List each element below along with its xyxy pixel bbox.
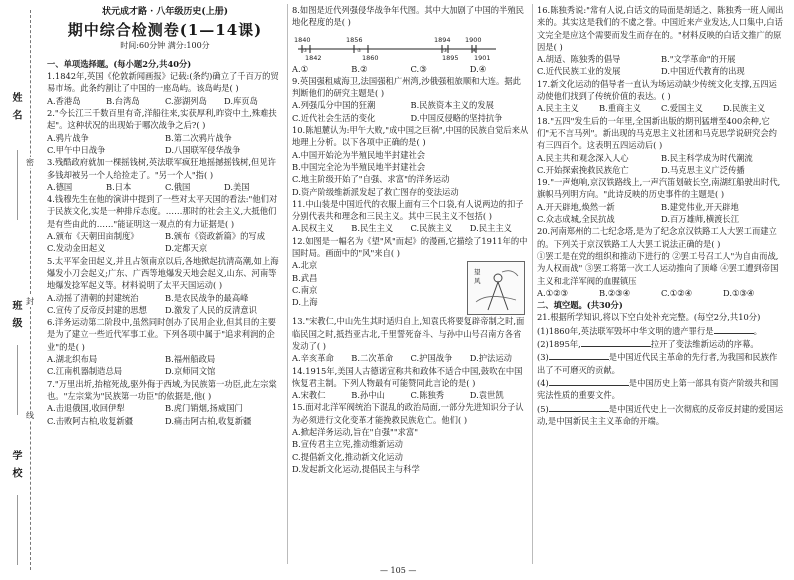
q8-option-a[interactable]: A.① <box>292 63 309 74</box>
question-4 <box>47 193 283 254</box>
q21-item-4-end: 是中国历史上第一部具有资产阶级共和国宪法性质的重要文件。 <box>537 377 779 401</box>
cartoon-figure-icon <box>468 262 524 314</box>
q20-option-b[interactable]: B.②③④ <box>599 287 631 298</box>
q1-stem: 1.1842年,英国《伦敦新闻画报》记载:(条约)确立了千百万的贸易市场。此条约割让了中国的一座岛屿。该岛屿是( ) <box>47 71 279 94</box>
cartoon-char-2: 风 <box>474 277 481 286</box>
q10-stem: 10.陈旭麓认为:甲午大败,"成中国之巨祸",中国的民族自觉后来从地理上分析。以下各项中正确的是( ) <box>292 125 529 148</box>
class-label: 班 级 <box>10 300 21 330</box>
q13-option-c[interactable]: C.护国战争 <box>410 353 453 364</box>
q10-option-d[interactable]: D.资产阶级维新派发起了救亡图存的变法运动 <box>292 186 459 197</box>
q5-option-c[interactable]: C.宣传了反帝反封建的思想 <box>47 304 147 315</box>
school-label: 学 校 <box>10 450 21 480</box>
q19-option-d[interactable]: D.百万雄师,横渡长江 <box>661 214 740 225</box>
timeline-year-1856: 1856 <box>346 35 363 44</box>
q20-option-a[interactable]: A.①②③ <box>537 287 568 298</box>
q4-option-a[interactable]: A.颁布《天朝田亩制度》 <box>47 231 139 242</box>
q13-stem: 13."宋教仁,中山先生其时适归自上,知袁氏将要复辟帝制之时,面临民国之时,抵挡亚古北,千里誓死奋斗、与孙中山号召南方各省发动了( ) <box>292 316 525 351</box>
q13-option-d[interactable]: D.护法运动 <box>469 353 512 364</box>
q7-option-c[interactable]: C.击败阿古柏,收复新疆 <box>47 415 133 426</box>
q7-option-b[interactable]: B.虎门销烟,扬威国门 <box>165 403 243 414</box>
q11-option-b[interactable]: B.民生主义 <box>351 223 394 234</box>
cut-mark-mid: 封 <box>26 297 34 306</box>
q15-option-b[interactable]: B.宣传君主立宪,推动维新运动 <box>292 439 403 450</box>
q5-option-d[interactable]: D.激发了人民的反清意识 <box>165 304 257 315</box>
q21-blank-5[interactable] <box>549 402 609 412</box>
q5-stem: 5.太平军金田起义,并且占领南京以后,各地掀起抗清高潮,如上海爆发小刀会起义;广东、广西等地爆发天地会起义,山东、河南等地爆发捻军起义等。材料说明了太平天国运动( ) <box>47 255 279 291</box>
q20-option-d[interactable]: D.①③④ <box>723 287 755 298</box>
q21-item-5-text: (5) <box>537 403 549 414</box>
q1-option-d[interactable]: D.库页岛 <box>224 95 258 106</box>
q21-item-3 <box>537 350 785 376</box>
q8-stem: 8.如图是近代列强侵华战争年代图。其中大加剧了中国的半殖民地化程度的是( ) <box>292 5 524 28</box>
q14-option-a[interactable]: A.宋教仁 <box>292 390 326 401</box>
q17-option-a[interactable]: A.民主主义 <box>537 103 579 114</box>
q6-option-a[interactable]: A.湖北织布局 <box>47 354 98 365</box>
q12-option-d[interactable]: D.上海 <box>292 297 318 308</box>
q19-option-c[interactable]: C.众志成城,全民抗战 <box>537 214 615 225</box>
q21-item-4 <box>537 376 785 402</box>
name-line <box>17 150 19 220</box>
question-9 <box>292 75 529 124</box>
timeline-year-1842: 1842 <box>305 53 322 62</box>
exam-meta: 时间:60分钟 满分:100分 <box>120 40 210 50</box>
q18-option-c[interactable]: C.开始探索挽救民族危亡 <box>537 164 629 175</box>
q5-option-b[interactable]: B.是农民战争的最高峰 <box>165 292 249 303</box>
q3-option-c[interactable]: C.俄国 <box>165 181 191 192</box>
q21-stem: 21.根据所学知识,将以下空白处补充完整。(每空2分,共10分) <box>537 312 761 323</box>
q9-option-c[interactable]: C.近代社会生活的变化 <box>292 112 376 123</box>
q21-item-2-text: (2)1895年, <box>537 339 581 350</box>
q21-item-3-text: (3) <box>537 352 549 363</box>
q21-item-5 <box>537 402 785 428</box>
q12-option-a[interactable]: A.北京 <box>292 260 318 271</box>
timeline-year-1840: 1840 <box>294 35 311 44</box>
q11-option-d[interactable]: D.民主主义 <box>469 223 512 234</box>
column-divider-1 <box>287 4 288 564</box>
q1-option-a[interactable]: A.香港岛 <box>47 95 81 106</box>
q6-option-b[interactable]: B.福州船政局 <box>165 354 216 365</box>
q6-stem: 6.洋务运动第二阶段中,虽然同时创办了民用企业,但其目的主要是为了建立一些近代军事工业。下列各项中属于"追求利润的企业"的是( ) <box>47 317 276 352</box>
q2-option-b[interactable]: B.第二次鸦片战争 <box>165 132 232 143</box>
q6-option-d[interactable]: D.京师同文馆 <box>165 366 216 377</box>
question-5 <box>47 255 283 316</box>
svg-text:④: ④ <box>472 47 477 54</box>
q4-option-d[interactable]: D.定都天京 <box>165 243 208 254</box>
q12-stem: 12.如图是一幅名为《望"风"而起》的漫画,它描绘了1911年的中国时局。画面中的"风"来自( ) <box>292 235 528 259</box>
question-12 <box>292 235 529 309</box>
q3-stem: 3.残酷政府就加一棵摇钱树,英法联军疯狂地摇撼摇钱树,但见许多钱却被另一个人给捡走了。"另一个人"指( ) <box>47 157 276 180</box>
q3-option-b[interactable]: B.日本 <box>106 181 132 192</box>
timeline-year-1895: 1895 <box>442 53 459 62</box>
q17-option-c[interactable]: C.爱国主义 <box>661 103 703 114</box>
q20-statements: ①罢工是在党的组织和推动下进行的 ②罢工号召工人"为自由而战,为人权而战" ③罢工将第一次工人运动推向了顶峰 ④罢工遭到帝国主义和北洋军阀的血腥镇压 <box>537 250 779 286</box>
q21-item-5-end: 是中国近代史上一次彻底的反帝反封建的爱国运动,是中国新民主主义革命的开端。 <box>537 403 784 426</box>
q15-option-d[interactable]: D.发起新文化运动,提倡民主与科学 <box>292 463 420 474</box>
question-1 <box>47 70 283 107</box>
q14-stem: 14.1915年,美国人古德诺宣称共和政体不适合中国,鼓吹在中国恢复君主制。下列人物最有可能赞同此言论的是( ) <box>292 365 523 388</box>
q16-option-c[interactable]: C.近代民族工业的发展 <box>537 66 621 77</box>
question-14 <box>292 365 529 402</box>
q14-option-b[interactable]: B.孙中山 <box>351 390 385 401</box>
q16-option-b[interactable]: B."文学革命"的开展 <box>661 54 736 65</box>
question-7 <box>47 378 283 427</box>
q18-option-d[interactable]: D.马克思主义广泛传播 <box>661 164 745 175</box>
q21-item-1-end: 。 <box>753 325 762 336</box>
question-3 <box>47 156 283 193</box>
q2-option-a[interactable]: A.鸦片战争 <box>47 132 89 143</box>
q19-option-a[interactable]: A.开天辟地,焕然一新 <box>537 201 615 212</box>
cut-mark-top: 密 <box>26 158 34 167</box>
svg-text:③: ③ <box>443 47 448 54</box>
timeline-figure <box>292 29 529 63</box>
q11-option-c[interactable]: C.民族主义 <box>410 223 453 234</box>
q7-option-a[interactable]: A.击退俄国,收回伊犁 <box>47 403 125 414</box>
q21-item-2 <box>537 337 785 350</box>
q9-option-a[interactable]: A.列强瓜分中国的狂潮 <box>292 100 376 111</box>
q21-item-4-text: (4) <box>537 377 549 388</box>
q15-stem: 15.面对北洋军阀统治下混乱的政治局面,一部分先进知识分子认为必须进行文化变革才能挽救民族危亡。他们( ) <box>292 402 524 425</box>
q18-stem: 18."五四"发生后的一年里,全国新出版的期刊猛增至400余种,它们"无不言马列"。新出现的马克思主义社团和马克思学说研究会约有三四百个。这表明五四运动后( ) <box>537 115 777 151</box>
q21-blank-1[interactable] <box>714 324 754 334</box>
q14-option-d[interactable]: D.袁世凯 <box>469 390 504 401</box>
question-15 <box>292 401 529 475</box>
column-divider-2 <box>532 4 533 564</box>
page-number: — 105 — <box>380 566 417 575</box>
svg-text:②: ② <box>357 47 362 54</box>
q4-option-b[interactable]: B.颁布《资政新篇》的写成 <box>165 231 266 242</box>
question-2 <box>47 107 283 156</box>
q15-option-a[interactable]: A.掀起洋务运动,旨在"自强""求富" <box>292 427 419 438</box>
q21-blank-3[interactable] <box>549 350 609 360</box>
q3-option-a[interactable]: A.德国 <box>47 181 73 192</box>
q21-item-1-text: (1)1860年,英法联军毁坏中华文明的遗产罪行是 <box>537 325 714 336</box>
q7-option-d[interactable]: D.痛击阿古柏,收复新疆 <box>165 415 252 426</box>
q19-option-b[interactable]: B.建党伟业,开天辟地 <box>661 201 739 212</box>
timeline-year-1901: 1901 <box>474 53 491 62</box>
question-20 <box>537 225 785 299</box>
q3-option-d[interactable]: D.美国 <box>224 181 250 192</box>
exam-title: 期中综合检测卷(1—14课) <box>67 21 263 40</box>
q16-option-d[interactable]: D.中国近代教育的出现 <box>661 66 745 77</box>
q2-stem: 2."今长江三千数百里有奇,洋船往来,实获厚利,昨资中土,殊难扶起"。这种状况的出现始于哪次战争之后?( ) <box>47 108 277 131</box>
q4-option-c[interactable]: C.发动金田起义 <box>47 243 106 254</box>
q21-item-3-end: 是中国近代民主革命的先行者,为我国和民族作出了不可磨灭的贡献。 <box>537 352 778 375</box>
q5-option-a[interactable]: A.动摇了清朝的封建统治 <box>47 292 139 303</box>
q16-stem: 16.陈独秀说:"常有人说,白话文的局面是胡适之、陈独秀一班人闹出来的。其实这是我们的不虞之誉。中国近来产业发达,人口集中,白话文完全是应这个需要而发生而存在的。"材料反映的白话文推广的原因是( ) <box>537 5 784 52</box>
q4-stem: 4.钱穆先生在他的演讲中提到了一些对太平天国的看法:"他们对于民族文化,实是一种排斥态度。……那时的社会主义,大抵他们是有些由此的……"能证明这一观点的有力证据是( ) <box>47 194 278 229</box>
q15-option-c[interactable]: C.提倡新文化,推动新文化运动 <box>292 451 403 462</box>
q17-stem: 17.新文化运动的倡导者一直认为场运动缺少传统文化支撑,五四运动使他们找到了传统价值的表达。( ) <box>537 78 777 102</box>
q12-option-c[interactable]: C.南京 <box>292 284 318 295</box>
cartoon-char-1: 望 <box>474 268 481 277</box>
question-11 <box>292 198 529 235</box>
q8-option-b[interactable]: B.② <box>351 63 368 74</box>
q21-item-1 <box>537 324 785 337</box>
q2-option-d[interactable]: D.八国联军侵华战争 <box>165 144 241 155</box>
school-line <box>17 495 19 565</box>
q11-stem: 11.中山装是中国近代的衣服上面有三个口袋,有人说两边的扣子分别代表共和理念和三民主义。其中三民主义不包括( ) <box>292 198 524 222</box>
binding-margin <box>0 0 46 580</box>
q21-item-2-end: 拉开了变法维新运动的序幕。 <box>650 339 759 350</box>
q7-stem: 7."万里出圻,抬棺死战,驱外侮于西域,为民族第一功臣,此左宗棠也。"左宗棠为"民族第一功臣"的依据是,他( ) <box>47 378 277 401</box>
q18-option-b[interactable]: B.民主科学成为时代潮流 <box>661 152 753 163</box>
timeline-year-1900: 1900 <box>465 35 482 44</box>
cut-line <box>30 10 31 570</box>
q17-option-b[interactable]: B.重商主义 <box>599 103 641 114</box>
q14-option-c[interactable]: C.陈独秀 <box>410 390 445 401</box>
series-title: 状元成才路 · 八年级历史(上册) <box>102 7 228 17</box>
column-right <box>537 4 785 427</box>
section1-title: 一、单项选择题。(每小题2分,共40分) <box>47 58 192 69</box>
q13-option-a[interactable]: A.辛亥革命 <box>292 353 334 364</box>
column-left <box>47 4 283 427</box>
question-6 <box>47 316 283 377</box>
question-8 <box>292 4 529 75</box>
question-16 <box>537 4 785 78</box>
q21-blank-4[interactable] <box>549 376 629 386</box>
question-18 <box>537 115 785 176</box>
timeline-svg <box>292 29 502 63</box>
section2-title: 二、填空题。(共30分) <box>537 300 623 311</box>
timeline-year-1860: 1860 <box>362 53 379 62</box>
cartoon-illustration <box>467 261 525 315</box>
question-10 <box>292 124 529 198</box>
q20-stem: 20.河南郑州的二七纪念塔,是为了纪念京汉铁路工人大罢工而建立的。下列关于京汉铁路工人大罢工说法正确的是( ) <box>537 226 777 249</box>
svg-text:①: ① <box>303 47 308 54</box>
q13-option-b[interactable]: B.二次革命 <box>351 353 394 364</box>
q1-option-b[interactable]: B.台湾岛 <box>106 95 140 106</box>
q2-option-c[interactable]: C.甲午中日战争 <box>47 144 106 155</box>
q8-option-d[interactable]: D.④ <box>469 63 487 74</box>
q10-option-c[interactable]: C.地主阶级开始了"自强、求富"的洋务运动 <box>292 174 450 185</box>
q6-option-c[interactable]: C.江南机器制造总局 <box>47 366 123 377</box>
question-17 <box>537 78 785 115</box>
q20-option-c[interactable]: C.①②④ <box>661 287 693 298</box>
q11-option-a[interactable]: A.民权主义 <box>292 223 334 234</box>
name-label: 姓 名 <box>10 92 21 122</box>
q19-stem: 19."一声炮响,京汉铁路线上,一声汽笛划破长空,南湖红船驶出时代,旗帜马列明方向。"此诗反映的历史事件的主题是( ) <box>537 177 781 200</box>
question-13 <box>292 315 529 364</box>
timeline-year-1894: 1894 <box>434 35 451 44</box>
column-middle <box>292 4 529 475</box>
q21-blank-2[interactable] <box>581 337 651 347</box>
question-21 <box>537 311 785 427</box>
q8-option-c[interactable]: C.③ <box>410 63 427 74</box>
q10-option-b[interactable]: B.中国完全沦为半殖民地半封建社会 <box>292 161 426 172</box>
q9-stem: 9.英国强租威海卫,法国强租广州湾,沙俄强租旅顺和大连。据此判断他们的研究主题是( ) <box>292 75 521 99</box>
q12-option-b[interactable]: B.武昌 <box>292 272 318 283</box>
q17-option-d[interactable]: D.民族主义 <box>723 103 766 114</box>
q9-option-b[interactable]: B.民族资本主义的发展 <box>410 100 494 111</box>
q1-option-c[interactable]: C.澎湖列岛 <box>165 95 207 106</box>
q18-option-a[interactable]: A.民主共和观念深入人心 <box>537 152 629 163</box>
q9-option-d[interactable]: D.中国反侵略的坚持抗争 <box>410 112 503 123</box>
class-line <box>17 345 19 415</box>
q10-option-a[interactable]: A.中国开始沦为半殖民地半封建社会 <box>292 149 426 160</box>
cut-mark-bottom: 线 <box>26 411 34 420</box>
q16-option-a[interactable]: A.胡适、陈独秀的倡导 <box>537 54 621 65</box>
question-19 <box>537 176 785 225</box>
